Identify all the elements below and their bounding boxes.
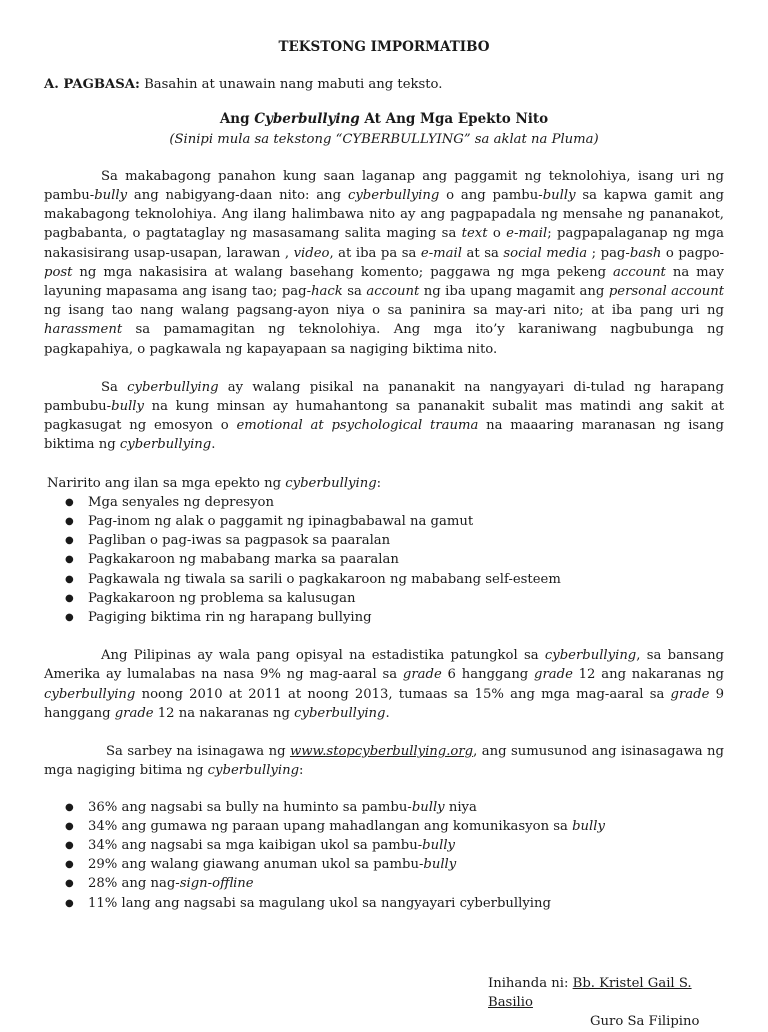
p4-pre: Sa sarbey na isinagawa ng <box>106 744 290 760</box>
article-title <box>44 110 724 129</box>
list-item: ● Pagkakaroon ng mababang marka sa paaralan <box>68 550 724 569</box>
p3-seg: Ang Pilipinas ay wala pang opisyal na estadistika patungkol sa <box>101 648 545 664</box>
p3-seg: 12 na nakaranas ng <box>153 705 295 721</box>
p1-seg: social media <box>503 245 588 261</box>
effects-intro-em: cyberbullying <box>285 475 377 491</box>
survey-pre: 34% ang gumawa ng paraan upang mahadlangan ang komunikasyon sa <box>88 818 573 834</box>
list-item: ● Pagkakaroon ng problema sa kalusugan <box>68 589 724 608</box>
p3-seg: cyberbullying <box>44 686 136 702</box>
p3-seg: 12 ang nakaranas ng <box>572 667 724 683</box>
p1-seg: o <box>487 226 507 242</box>
p1-seg: ; pagpapalaganap ng mga nakasisirang usap-usapan, larawan , <box>44 226 724 261</box>
p1-seg: bully <box>94 188 128 204</box>
p2-seg: bully <box>111 399 144 415</box>
article-title-post: At Ang Mga Epekto Nito <box>359 111 549 128</box>
list-item <box>68 874 724 893</box>
signature-line <box>488 974 728 1012</box>
p1-seg: sa kapwa gamit ang makabagong teknolohiya. Ang ilang halimbawa nito ay ang pagpapadala ng mensahe ng pananakot, pagbabanta, o pagtataglay ng masasamang salita maging sa <box>44 188 724 242</box>
article-title-em: Cyberbullying <box>254 111 360 128</box>
p4-post: : <box>299 763 304 779</box>
effects-intro <box>47 474 724 493</box>
p2-seg: cyberbullying <box>119 437 212 453</box>
signature-label: Inihanda ni: <box>488 976 573 991</box>
survey-pre: 11% lang ang nagsabi sa magulang ukol sa nangyayari cyberbullying <box>88 895 551 911</box>
article-title-pre: Ang <box>219 111 255 128</box>
survey-list <box>44 798 724 913</box>
survey-link[interactable]: www.stopcyberbullying.org <box>289 744 474 760</box>
list-item <box>68 817 724 836</box>
p2-seg: ay walang pisikal na pananakit na nangyayari di-tulad ng harapang pambubu- <box>44 379 724 415</box>
p2-seg: cyberbullying <box>127 379 219 395</box>
p1-seg: video <box>293 245 330 261</box>
p1-seg: , at iba pa sa <box>329 245 421 261</box>
effects-intro-post: : <box>376 475 382 491</box>
article-source: (Sinipi mula sa tekstong “CYBERBULLYING” sa aklat na Pluma) <box>169 131 599 147</box>
p1-seg: Sa makabagong panahon kung saan laganap ang paggamit ng teknolohiya, isang uri ng pambu- <box>44 168 724 204</box>
p1-seg: e-mail <box>506 226 548 242</box>
p1-seg: o ang pambu- <box>439 188 543 204</box>
p1-seg: cyberbullying <box>347 188 440 204</box>
p2-seg: . <box>211 437 216 453</box>
p3-seg: , sa bansang Amerika ay lumalabas na nasa 9% ng mag-aaral sa <box>44 648 724 683</box>
p1-seg: ng mga nakasisira at walang basehang komento; paggawa ng mga pekeng <box>72 264 613 280</box>
section-label: A. PAGBASA: <box>44 77 140 93</box>
survey-em: bully <box>411 799 445 815</box>
p3-seg: grade <box>114 705 154 721</box>
paragraph-2 <box>44 378 724 455</box>
list-item <box>68 836 724 855</box>
effects-intro-pre: Naririto ang ilan sa mga epekto ng <box>47 475 286 491</box>
p3-seg: cyberbullying <box>294 705 386 721</box>
p4-em: cyberbullying <box>207 763 300 779</box>
p3-seg: grade <box>402 667 442 683</box>
signature-role: Guro Sa Filipino <box>590 1014 700 1030</box>
p4-mid: , ang sumusunod ang isinasagawa ng mga nagiging bitima ng <box>44 744 724 779</box>
survey-post: niya <box>444 799 477 815</box>
p1-seg: account <box>613 264 666 280</box>
p3-seg: noong 2010 at 2011 at noong 2013, tumaas sa 15% ang mga mag-aaral sa <box>135 686 671 702</box>
document-title: TEKSTONG IMPORMATIBO <box>278 39 490 55</box>
list-item: ● Pagkawala ng tiwala sa sarili o pagkakaroon ng mababang self-esteem <box>68 570 724 589</box>
p2-seg: na maaaring maranasan ng isang biktima ng <box>44 418 724 453</box>
p2-seg: Sa <box>101 379 128 395</box>
survey-em: sign-offline <box>179 876 254 892</box>
p1-seg: at sa <box>462 245 504 261</box>
p2-seg: na kung minsan ay humahantong sa pananakit subalit mas matindi ang sakit at pagkasugat ng emosyon o <box>44 399 724 434</box>
p3-seg: 9 hanggang <box>44 686 724 721</box>
survey-em: bully <box>572 818 605 834</box>
p1-seg: hack <box>311 284 343 300</box>
p1-seg: sa <box>342 284 367 300</box>
p3-seg: cyberbullying <box>544 648 637 664</box>
p1-seg: bash <box>629 245 662 261</box>
survey-pre: 29% ang walang giawang anuman ukol sa pambu- <box>88 857 424 873</box>
list-item: ● Pag-inom ng alak o paggamit ng ipinagbabawal na gamut <box>68 512 724 531</box>
paragraph-3 <box>44 646 724 723</box>
p1-seg: o pagpo- <box>661 245 724 261</box>
list-item <box>68 798 724 817</box>
p3-seg: grade <box>534 667 573 683</box>
effects-list <box>44 493 724 627</box>
p2-seg: emotional at psychological trauma <box>236 418 479 434</box>
list-item <box>68 855 724 874</box>
p1-seg: harassment <box>44 322 123 338</box>
list-item: ● Mga senyales ng depresyon <box>68 493 724 512</box>
survey-em: bully <box>422 837 455 853</box>
p1-seg: text <box>461 226 488 242</box>
p1-seg: ng isang tao nang walang pagsang-ayon niya o sa paninira sa may-ari nito; at iba pang uri ng <box>44 303 724 319</box>
signature-block <box>488 974 728 1032</box>
p1-seg: personal account <box>608 284 724 300</box>
p3-seg: grade <box>670 686 710 702</box>
p1-seg: ang nabigyang-daan nito: ang <box>127 188 348 204</box>
list-item: ● Pagiging biktima rin ng harapang bullying <box>68 608 724 627</box>
list-item: ● Pagliban o pag-iwas sa pagpasok sa paaralan <box>68 531 724 550</box>
p1-seg: ; pag- <box>587 245 630 261</box>
p1-seg: ng iba upang magamit ang <box>419 284 609 300</box>
survey-em: bully <box>423 857 457 873</box>
p3-seg: 6 hanggang <box>441 667 535 683</box>
survey-pre: 34% ang nagsabi sa mga kaibigan ukol sa pambu- <box>88 837 423 853</box>
section-text: Basahin at unawain nang mabuti ang teksto. <box>144 77 443 93</box>
signature-name: Bb. Kristel Gail S. Basilio <box>488 976 692 1011</box>
p3-seg: . <box>385 705 390 721</box>
list-item <box>68 894 724 913</box>
paragraph-1 <box>44 167 724 359</box>
p1-seg: post <box>44 264 73 280</box>
p1-seg: bully <box>542 188 576 204</box>
p1-seg: na may layuning mapasama ang isang tao; pag- <box>44 264 724 300</box>
document-page <box>44 38 724 932</box>
survey-pre: 28% ang nag- <box>88 876 180 892</box>
p1-seg: e-mail <box>420 245 462 261</box>
survey-pre: 36% ang nagsabi sa bully na huminto sa pambu- <box>88 799 412 815</box>
p1-seg: sa pamamagitan ng teknolohiya. Ang mga ito’y karaniwang nagbubunga ng pagkapahiya, o pagkawala ng kapayapaan sa nagiging biktima nito. <box>44 322 724 357</box>
section-instruction <box>44 75 724 94</box>
paragraph-4 <box>44 742 724 780</box>
p1-seg: account <box>366 284 420 300</box>
